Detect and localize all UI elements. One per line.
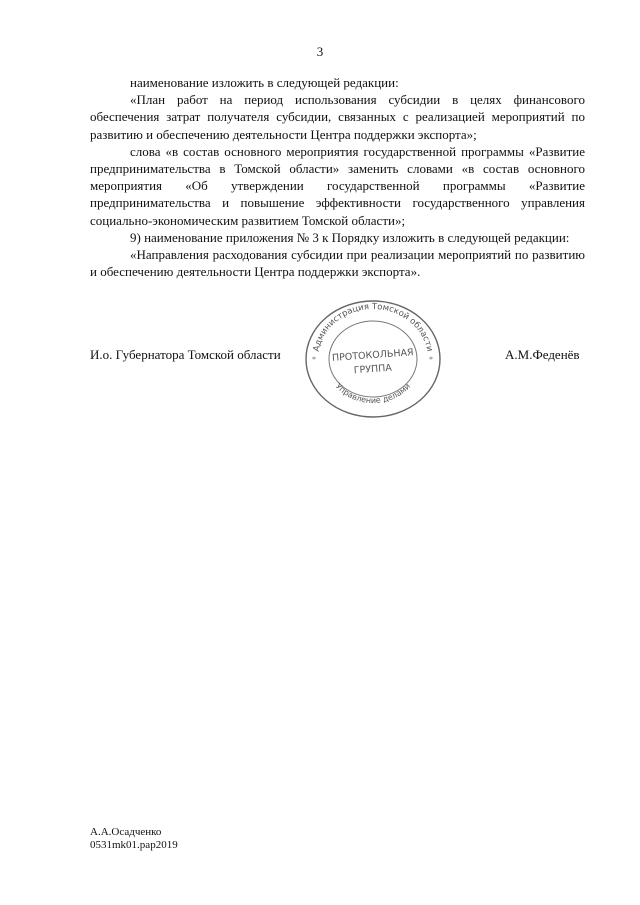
- paragraph: «План работ на период использования субсидии в целях финансового обеспечения затрат получателя субсидии, связанных с реализацией мероприятий по развитию и обеспечению деятельности Центра поддержки экспорта»;: [90, 92, 585, 142]
- paragraph: наименование изложить в следующей редакции:: [130, 75, 399, 90]
- svg-text:Управление делами: Управление делами: [333, 381, 413, 406]
- paragraph: 9) наименование приложения № 3 к Порядку изложить в следующей редакции:: [130, 229, 570, 245]
- signatory-name: А.М.Феденёв: [505, 347, 580, 362]
- svg-text:Администрация Томской области: Администрация Томской области: [311, 301, 435, 353]
- official-stamp: [302, 298, 444, 420]
- svg-text:*: *: [429, 355, 433, 364]
- page-number: 3: [316, 44, 324, 59]
- paragraph: слова «в состав основного мероприятия государственной программы «Развитие предпринимательства в Томской области» заменить словами «в состав основного мероприятия «Об утверждении государственной программы «Развитие предпринимательства и повышение эффективности государственного управления социально-экономическим развитием Томской области»;: [90, 143, 585, 228]
- document-body: [90, 74, 585, 280]
- footer: [90, 826, 178, 852]
- paragraph: «Направления расходования субсидии при реализации мероприятий по развитию и обеспечению деятельности Центра поддержки экспорта».: [90, 247, 585, 280]
- svg-text:ПРОТОКОЛЬНАЯ: ПРОТОКОЛЬНАЯ: [331, 347, 414, 364]
- file-id: 0531mk01.pap2019: [90, 839, 178, 851]
- author-name: А.А.Осадченко: [90, 826, 162, 838]
- svg-text:*: *: [312, 355, 316, 364]
- svg-text:ГРУППА: ГРУППА: [353, 362, 393, 377]
- signatory-position: И.о. Губернатора Томской области: [90, 347, 281, 362]
